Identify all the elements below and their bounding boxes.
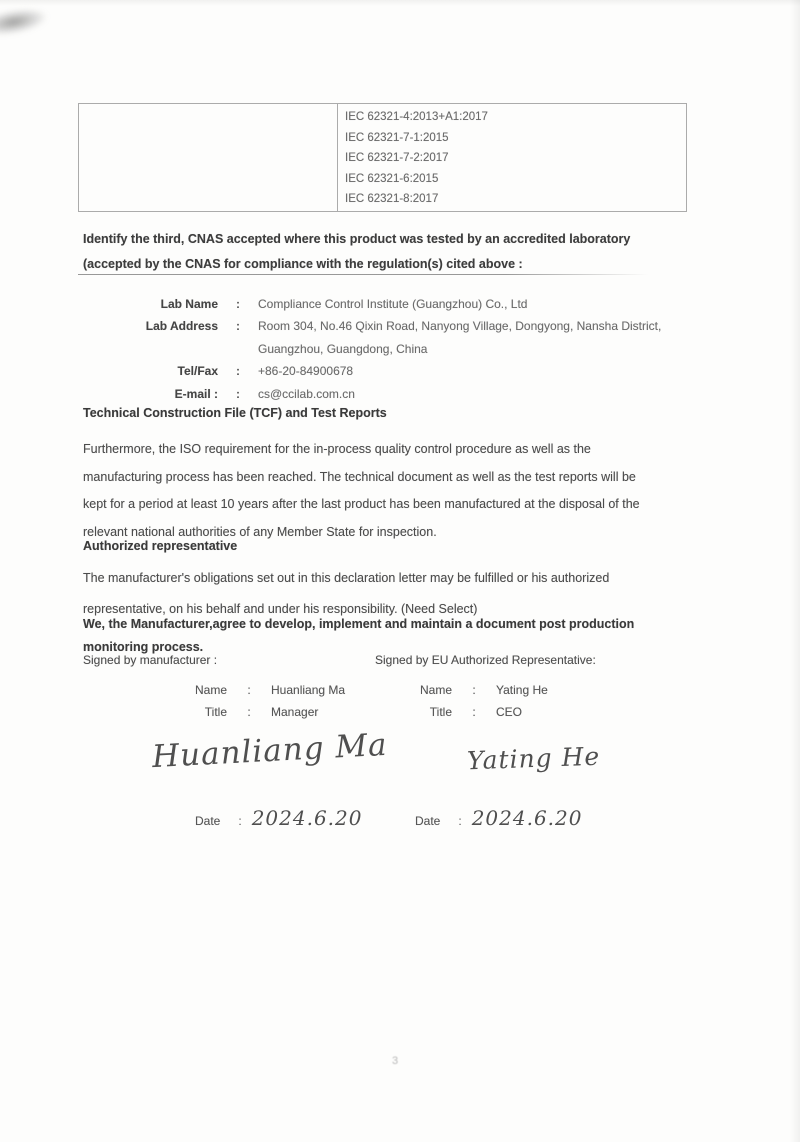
- lab-info-row: [83, 315, 683, 337]
- authorized-representative-heading: Authorized representative: [83, 539, 238, 553]
- lab-name-label: Lab Name: [160, 297, 218, 311]
- separator-colon: :: [236, 364, 240, 379]
- eu-representative-handwritten-signature: Yating He: [466, 741, 601, 776]
- tcf-paragraph-line: manufacturing process has been reached. The technical document as well as the test reports will be: [83, 469, 636, 484]
- standards-table: [78, 103, 687, 212]
- standard-row: IEC 62321-7-1:2015: [345, 131, 449, 144]
- scan-edge-shadow-right: [790, 0, 800, 1142]
- horizontal-rule: [78, 274, 648, 275]
- commitment-line: monitoring process.: [83, 640, 204, 654]
- eu-representative-signer-name: Yating He: [496, 683, 548, 697]
- tcf-paragraph-line: Furthermore, the ISO requirement for the in-process quality control procedure as well as the: [83, 442, 591, 456]
- separator-colon: :: [236, 297, 240, 311]
- scan-smudge-artifact: [0, 5, 47, 36]
- empty-separator: [218, 338, 258, 360]
- standard-row: IEC 62321-7-2:2017: [345, 152, 449, 165]
- separator-colon: :: [458, 814, 462, 828]
- lab-address-value: Room 304, No.46 Qixin Road, Nanyong Village, Dongyong, Nansha District,: [258, 319, 662, 334]
- separator-colon: :: [247, 683, 251, 697]
- lab-info-row: [83, 293, 683, 315]
- lab-name-value: Compliance Control Institute (Guangzhou) Co., Ltd: [258, 297, 528, 311]
- eu-representative-date-row: [415, 806, 583, 830]
- separator-colon: :: [472, 683, 476, 697]
- lab-info-row: [83, 383, 683, 405]
- separator-colon: :: [238, 814, 242, 828]
- signed-by-manufacturer-heading: Signed by manufacturer :: [83, 653, 218, 667]
- separator-colon: :: [472, 705, 476, 719]
- lab-info-row: [83, 338, 683, 360]
- tel-fax-label: Tel/Fax: [177, 364, 218, 379]
- eu-representative-name-title-block: [410, 679, 548, 723]
- identify-note: [83, 227, 708, 277]
- manufacturer-handwritten-signature: Huanliang Ma: [151, 726, 389, 776]
- lab-address-label: Lab Address: [145, 319, 218, 334]
- separator-colon: :: [236, 386, 240, 401]
- identify-note-line: Identify the third, CNAS accepted where this product was tested by an accredited laboratory: [83, 232, 631, 246]
- lab-info-block: [83, 293, 683, 405]
- table-column-divider: [337, 104, 338, 211]
- name-row: [410, 679, 548, 701]
- tel-fax-value: +86-20-84900678: [258, 364, 354, 379]
- standard-row: IEC 62321-4:2013+A1:2017: [345, 111, 488, 123]
- email-label: E-mail :: [174, 386, 218, 401]
- signed-by-eu-representative-heading: Signed by EU Authorized Representative:: [375, 653, 596, 667]
- manufacturer-signer-name: Huanliang Ma: [271, 683, 346, 697]
- standard-row: IEC 62321-6:2015: [345, 172, 439, 185]
- manufacturer-handwritten-date: 2024.6.20: [251, 806, 363, 830]
- standard-row: IEC 62321-8:2017: [345, 193, 439, 206]
- title-label: Title: [204, 705, 227, 719]
- name-row: [185, 679, 345, 701]
- eu-representative-handwritten-date: 2024.6.20: [471, 806, 583, 830]
- separator-colon: :: [247, 705, 251, 719]
- identify-note-line: (accepted by the CNAS for compliance with the regulation(s) cited above :: [83, 257, 523, 271]
- email-value: cs@ccilab.com.cn: [258, 386, 355, 401]
- eu-representative-signer-title: CEO: [496, 705, 523, 719]
- title-row: [410, 701, 548, 723]
- tcf-paragraph: [83, 436, 708, 546]
- name-label: Name: [419, 683, 452, 697]
- title-label: Title: [429, 705, 452, 719]
- tcf-paragraph-line: kept for a period at least 10 years after the last product has been manufactured at the disposal of the: [83, 497, 640, 511]
- tcf-paragraph-line: relevant national authorities of any Member State for inspection.: [83, 524, 437, 539]
- standards-list: [345, 107, 682, 210]
- lab-info-row: [83, 360, 683, 382]
- lab-address-value-continued: Guangzhou, Guangdong, China: [258, 341, 428, 356]
- tcf-heading: Technical Construction File (TCF) and Test Reports: [83, 406, 387, 420]
- date-label: Date: [195, 814, 221, 828]
- name-label: Name: [194, 683, 227, 697]
- scan-edge-shadow-top: [0, 0, 800, 6]
- separator-colon: :: [236, 319, 240, 334]
- manufacturer-signer-title: Manager: [271, 705, 319, 719]
- title-row: [185, 701, 345, 723]
- manufacturer-name-title-block: [185, 679, 345, 723]
- page-number: 3: [392, 1055, 399, 1067]
- authorized-representative-line: The manufacturer's obligations set out in this declaration letter may be fulfilled or his authorized: [83, 571, 610, 585]
- date-label: Date: [415, 814, 441, 828]
- commitment-line: We, the Manufacturer,agree to develop, implement and maintain a document post production: [83, 617, 635, 631]
- authorized-representative-line: representative, on his behalf and under his responsibility. (Need Select): [83, 602, 478, 616]
- empty-label: [83, 338, 218, 360]
- manufacturer-date-row: [195, 806, 363, 830]
